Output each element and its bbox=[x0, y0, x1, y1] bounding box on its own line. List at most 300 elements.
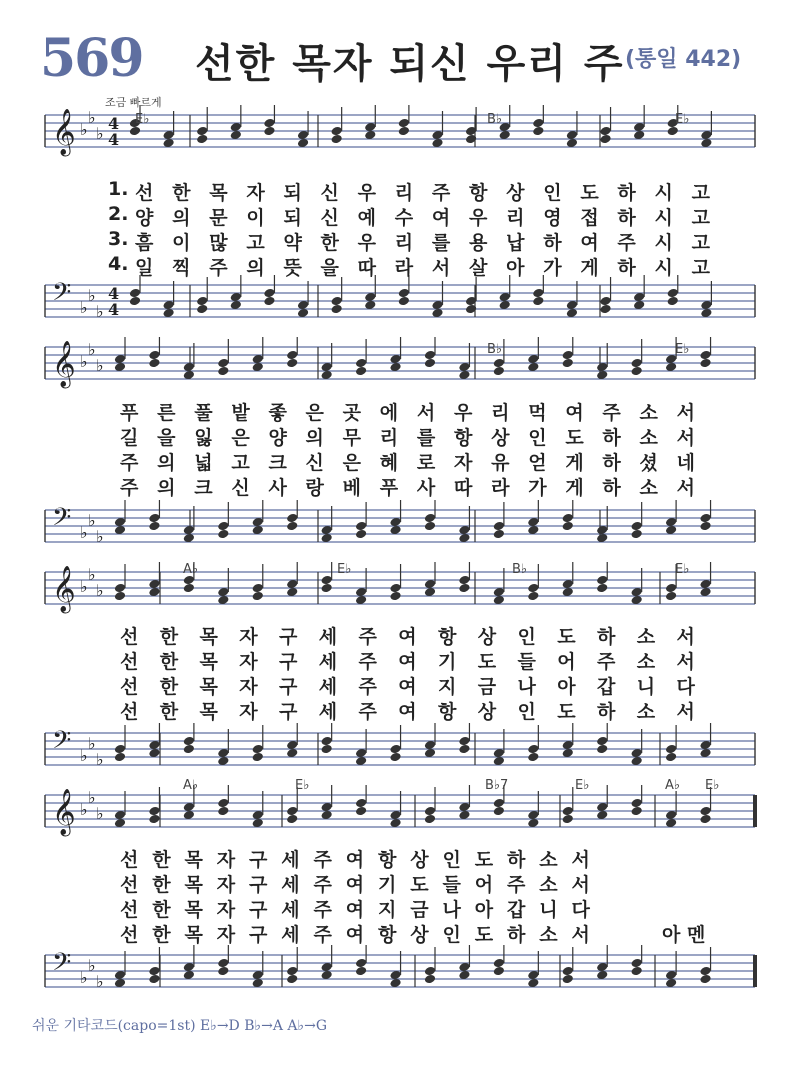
note-head bbox=[252, 752, 264, 763]
lyric-syllable: 납 bbox=[506, 232, 525, 254]
lyric-syllable: 한 bbox=[172, 182, 191, 204]
lyric-syllable: 주 bbox=[597, 651, 616, 673]
lyric-syllable: 살 bbox=[468, 257, 488, 279]
lyric-syllable: 사 bbox=[416, 477, 436, 499]
note-head bbox=[493, 798, 505, 809]
lyric-syllable: 시 bbox=[654, 257, 673, 279]
tempo-marking: 조금 빠르게 bbox=[105, 96, 162, 109]
lyric-syllable: 서 bbox=[571, 924, 590, 946]
lyric-syllable: 하 bbox=[617, 207, 636, 229]
lyric-syllable: 상 bbox=[477, 626, 497, 648]
bass-clef-icon: 𝄢 bbox=[52, 503, 72, 538]
chord-symbol: B♭ bbox=[487, 342, 503, 357]
note-head bbox=[596, 744, 608, 755]
lyric-syllable: 고 bbox=[691, 232, 710, 254]
note-head bbox=[630, 358, 642, 369]
note-head bbox=[596, 583, 608, 594]
lyric-syllable: 얻 bbox=[528, 452, 547, 474]
lyric-syllable: 하 bbox=[602, 477, 621, 499]
lyric-syllable: 서 bbox=[676, 477, 695, 499]
lyric-syllable: 항 bbox=[378, 849, 397, 871]
note-head bbox=[599, 296, 611, 307]
note-head bbox=[148, 814, 160, 825]
lyric-syllable: 곳 bbox=[342, 402, 362, 424]
lyric-syllable: 되 bbox=[283, 182, 302, 204]
note-head bbox=[398, 288, 410, 299]
note-head bbox=[630, 806, 642, 817]
lyric-syllable: 혜 bbox=[379, 452, 399, 474]
lyric-syllable: 리 bbox=[506, 207, 525, 229]
lyric-syllable: 여 bbox=[398, 626, 417, 648]
lyric-syllable: 여 bbox=[345, 899, 365, 921]
note-head bbox=[596, 736, 608, 747]
note-head bbox=[667, 126, 679, 137]
note-head bbox=[148, 521, 160, 532]
lyric-syllable: 목 bbox=[199, 701, 218, 723]
lyric-syllable: 자 bbox=[239, 701, 258, 723]
flat-icon: ♭ bbox=[88, 286, 96, 305]
lyric-syllable: 소 bbox=[636, 651, 656, 673]
lyric-syllable: 주 bbox=[313, 924, 332, 946]
note-head bbox=[493, 521, 505, 532]
lyric-syllable: 나 bbox=[517, 676, 536, 698]
lyric-syllable: 우 bbox=[453, 402, 473, 424]
note-head bbox=[217, 521, 229, 532]
lyric-syllable: 도 bbox=[557, 701, 576, 723]
lyric-syllable: 시 bbox=[654, 207, 673, 229]
lyric-syllable: 자 bbox=[239, 626, 258, 648]
lyric-syllable: 소 bbox=[639, 477, 658, 499]
lyric-syllable: 서 bbox=[676, 701, 695, 723]
lyric-syllable: 항 bbox=[438, 626, 457, 648]
lyric-syllable: 무 bbox=[342, 427, 362, 449]
lyric-syllable: 세 bbox=[281, 924, 300, 946]
treble-staff bbox=[40, 337, 760, 407]
note-head bbox=[389, 583, 401, 594]
lyric-line bbox=[120, 448, 695, 475]
lyric-syllable: 은 bbox=[305, 402, 324, 424]
lyric-syllable: 신 bbox=[305, 452, 324, 474]
lyric-syllable: 수 bbox=[394, 207, 414, 229]
note-head bbox=[217, 358, 229, 369]
note-head bbox=[196, 126, 208, 137]
note-head bbox=[458, 583, 470, 594]
note-head bbox=[493, 806, 505, 817]
lyric-line bbox=[120, 622, 695, 649]
lyric-syllable: 신 bbox=[320, 182, 339, 204]
lyric-syllable: 리 bbox=[394, 232, 414, 254]
lyric-syllable: 서 bbox=[571, 874, 590, 896]
lyric-syllable: 하 bbox=[507, 849, 526, 871]
note-head bbox=[458, 736, 470, 747]
note-head bbox=[320, 744, 332, 755]
flat-icon: ♭ bbox=[96, 972, 104, 991]
note-head bbox=[196, 304, 208, 315]
chord-symbol: E♭ bbox=[135, 112, 150, 127]
flat-icon: ♭ bbox=[80, 746, 88, 765]
flat-icon: ♭ bbox=[80, 800, 88, 819]
lyric-syllable: 잃 bbox=[194, 427, 213, 449]
note-head bbox=[532, 296, 544, 307]
lyric-syllable: 흠 bbox=[135, 232, 154, 254]
lyric-syllable: 구 bbox=[279, 676, 298, 698]
note-head bbox=[424, 806, 436, 817]
lyric-syllable: 도 bbox=[410, 874, 429, 896]
lyric-line bbox=[135, 253, 710, 280]
lyric-syllable: 선 bbox=[135, 182, 154, 204]
lyric-syllable: 서 bbox=[416, 402, 436, 424]
lyric-syllable: 소 bbox=[639, 402, 658, 424]
lyric-syllable: 라 bbox=[491, 477, 510, 499]
lyric-syllable: 여 bbox=[345, 874, 365, 896]
unified-hymn-number: (통일 442) bbox=[625, 47, 742, 72]
lyric-syllable: 따 bbox=[453, 477, 473, 499]
note-head bbox=[183, 583, 195, 594]
chord-symbol: A♭ bbox=[665, 778, 681, 793]
lyric-syllable: 주 bbox=[120, 477, 139, 499]
lyric-syllable: 크 bbox=[268, 452, 287, 474]
flat-icon: ♭ bbox=[80, 523, 88, 542]
lyric-syllable: 구 bbox=[249, 899, 268, 921]
lyric-syllable: 도 bbox=[557, 626, 576, 648]
note-head bbox=[599, 126, 611, 137]
lyric-syllable: 나 bbox=[442, 899, 461, 921]
lyric-syllable: 약 bbox=[283, 232, 302, 254]
note-head bbox=[458, 744, 470, 755]
lyric-syllable: 자 bbox=[216, 874, 236, 896]
note-head bbox=[424, 358, 436, 369]
lyric-line bbox=[120, 423, 695, 450]
lyric-syllable: 따 bbox=[357, 257, 377, 279]
time-signature: 4 bbox=[108, 284, 120, 303]
lyric-line bbox=[120, 398, 695, 425]
lyric-syllable: 하 bbox=[507, 924, 526, 946]
note-head bbox=[330, 126, 342, 137]
time-signature: 4 bbox=[108, 114, 120, 133]
lyric-syllable: 신 bbox=[320, 207, 339, 229]
lyric-syllable: 갑 bbox=[507, 899, 526, 921]
lyric-syllable: 의 bbox=[246, 257, 265, 279]
flat-icon: ♭ bbox=[88, 108, 96, 127]
lyric-syllable: 서 bbox=[676, 402, 695, 424]
note-head bbox=[129, 126, 141, 137]
note-head bbox=[699, 814, 711, 825]
lyric-syllable: 자 bbox=[453, 452, 473, 474]
lyric-syllable: 자 bbox=[216, 849, 236, 871]
lyric-syllable: 한 bbox=[320, 232, 339, 254]
lyric-syllable: 여 bbox=[398, 701, 417, 723]
lyric-syllable: 주 bbox=[507, 874, 526, 896]
note-head bbox=[286, 974, 298, 985]
note-head bbox=[196, 134, 208, 145]
lyric-syllable: 좋 bbox=[268, 402, 287, 424]
lyric-syllable: 구 bbox=[279, 651, 298, 673]
lyric-syllable: 되 bbox=[283, 207, 302, 229]
lyric-syllable: 금 bbox=[477, 676, 497, 698]
note-head bbox=[532, 126, 544, 137]
lyric-syllable: 여 bbox=[398, 676, 417, 698]
lyric-syllable: 여 bbox=[398, 651, 417, 673]
note-head bbox=[562, 966, 574, 977]
note-head bbox=[129, 296, 141, 307]
note-head bbox=[148, 966, 160, 977]
note-head bbox=[286, 521, 298, 532]
lyric-syllable: 구 bbox=[249, 924, 268, 946]
note-head bbox=[665, 744, 677, 755]
lyric-syllable: 소 bbox=[639, 427, 658, 449]
lyric-syllable: 예 bbox=[357, 207, 377, 229]
lyric-syllable: 신 bbox=[231, 477, 250, 499]
chord-symbol: A♭ bbox=[183, 562, 199, 577]
note-head bbox=[114, 591, 126, 602]
lyric-syllable: 로 bbox=[416, 452, 436, 474]
note-head bbox=[562, 521, 574, 532]
lyric-syllable: 게 bbox=[565, 452, 584, 474]
note-head bbox=[389, 744, 401, 755]
lyric-syllable: 세 bbox=[281, 849, 300, 871]
lyric-syllable: 아 bbox=[474, 899, 494, 921]
note-head bbox=[527, 591, 539, 602]
lyric-syllable: 니 bbox=[636, 676, 656, 698]
lyric-syllable: 서 bbox=[676, 427, 695, 449]
lyric-syllable: 주 bbox=[358, 701, 377, 723]
lyric-line bbox=[135, 178, 710, 205]
note-head bbox=[699, 521, 711, 532]
note-head bbox=[355, 958, 367, 969]
lyric-syllable: 라 bbox=[394, 257, 414, 279]
flat-icon: ♭ bbox=[88, 734, 96, 753]
flat-icon: ♭ bbox=[96, 302, 104, 321]
verse-number: 3. bbox=[108, 228, 129, 250]
lyric-syllable: 우 bbox=[357, 232, 377, 254]
lyric-syllable: 주 bbox=[313, 849, 332, 871]
lyric-syllable: 구 bbox=[249, 874, 268, 896]
time-signature: 4 bbox=[108, 300, 120, 319]
flat-icon: ♭ bbox=[80, 577, 88, 596]
lyric-syllable: 을 bbox=[157, 427, 176, 449]
lyric-syllable: 에 bbox=[379, 402, 399, 424]
flat-icon: ♭ bbox=[88, 565, 96, 584]
lyric-syllable: 의 bbox=[157, 452, 176, 474]
lyric-syllable: 여 bbox=[431, 207, 451, 229]
lyric-syllable: 한 bbox=[159, 701, 179, 723]
note-head bbox=[398, 296, 410, 307]
lyric-syllable: 자 bbox=[239, 676, 258, 698]
flat-icon: ♭ bbox=[80, 968, 88, 987]
note-head bbox=[286, 966, 298, 977]
note-head bbox=[355, 358, 367, 369]
note-head bbox=[699, 350, 711, 361]
note-head bbox=[286, 350, 298, 361]
note-head bbox=[424, 521, 436, 532]
lyric-syllable: 한 bbox=[152, 849, 171, 871]
lyric-syllable: 항 bbox=[378, 924, 397, 946]
note-head bbox=[148, 350, 160, 361]
note-head bbox=[699, 358, 711, 369]
lyric-syllable: 세 bbox=[318, 651, 338, 673]
lyric-syllable: 세 bbox=[318, 701, 338, 723]
lyric-syllable: 다 bbox=[571, 899, 590, 921]
note-head bbox=[599, 304, 611, 315]
flat-icon: ♭ bbox=[88, 340, 96, 359]
lyric-syllable: 선 bbox=[120, 701, 139, 723]
flat-icon: ♭ bbox=[96, 581, 104, 600]
lyric-syllable: 일 bbox=[135, 257, 154, 279]
lyric-syllable: 항 bbox=[468, 182, 488, 204]
lyric-syllable: 한 bbox=[159, 626, 179, 648]
bass-clef-icon: 𝄢 bbox=[52, 278, 72, 313]
chord-symbol: B♭ bbox=[487, 112, 503, 127]
lyric-syllable: 주 bbox=[358, 651, 377, 673]
lyric-syllable: 구 bbox=[279, 626, 298, 648]
lyric-syllable: 하 bbox=[543, 232, 562, 254]
lyric-syllable: 많 bbox=[209, 232, 228, 254]
lyric-syllable: 선 bbox=[120, 676, 139, 698]
lyric-syllable: 푸 bbox=[379, 477, 399, 499]
note-head bbox=[217, 529, 229, 540]
lyric-syllable: 소 bbox=[539, 874, 558, 896]
lyric-syllable: 은 bbox=[231, 427, 250, 449]
note-head bbox=[330, 134, 342, 145]
lyric-syllable: 한 bbox=[159, 651, 179, 673]
lyric-syllable: 인 bbox=[528, 427, 547, 449]
note-head bbox=[493, 966, 505, 977]
note-head bbox=[493, 366, 505, 377]
note-head bbox=[148, 974, 160, 985]
lyric-syllable: 길 bbox=[120, 427, 139, 449]
flat-icon: ♭ bbox=[96, 750, 104, 769]
lyric-syllable: 선 bbox=[120, 626, 139, 648]
lyric-syllable: 지 bbox=[378, 899, 397, 921]
lyric-syllable: 네 bbox=[676, 452, 695, 474]
note-head bbox=[252, 591, 264, 602]
note-head bbox=[398, 126, 410, 137]
lyric-syllable: 상 bbox=[410, 924, 429, 946]
lyric-syllable: 세 bbox=[281, 899, 300, 921]
lyric-syllable: 하 bbox=[617, 257, 636, 279]
note-head bbox=[562, 814, 574, 825]
lyric-syllable: 인 bbox=[442, 924, 461, 946]
bass-staff bbox=[40, 500, 760, 570]
note-head bbox=[286, 358, 298, 369]
lyric-syllable: 시 bbox=[654, 182, 673, 204]
note-head bbox=[320, 583, 332, 594]
note-head bbox=[493, 358, 505, 369]
lyric-syllable: 자 bbox=[216, 899, 236, 921]
lyric-syllable: 양 bbox=[135, 207, 154, 229]
lyric-syllable: 세 bbox=[318, 676, 338, 698]
lyric-syllable: 주 bbox=[358, 626, 377, 648]
lyric-syllable: 자 bbox=[246, 182, 265, 204]
lyric-syllable: 인 bbox=[517, 701, 536, 723]
lyric-syllable: 여 bbox=[565, 402, 584, 424]
lyric-syllable: 서 bbox=[571, 849, 590, 871]
lyric-syllable: 목 bbox=[209, 182, 228, 204]
lyric-syllable: 어 bbox=[557, 651, 576, 673]
lyric-syllable: 의 bbox=[305, 427, 324, 449]
note-head bbox=[424, 350, 436, 361]
flat-icon: ♭ bbox=[80, 298, 88, 317]
note-head bbox=[217, 366, 229, 377]
lyric-syllable: 한 bbox=[159, 676, 179, 698]
note-head bbox=[389, 752, 401, 763]
lyric-syllable: 도 bbox=[580, 182, 599, 204]
verse-number: 1. bbox=[108, 178, 129, 200]
lyric-syllable: 목 bbox=[199, 626, 218, 648]
lyric-syllable: 들 bbox=[517, 651, 536, 673]
lyric-syllable: 선 bbox=[120, 899, 139, 921]
lyric-syllable: 가 bbox=[543, 257, 562, 279]
note-head bbox=[699, 806, 711, 817]
bass-staff bbox=[40, 275, 760, 345]
note-head bbox=[114, 752, 126, 763]
time-signature: 4 bbox=[108, 130, 120, 149]
note-head bbox=[217, 958, 229, 969]
lyric-syllable: 한 bbox=[152, 899, 171, 921]
note-head bbox=[263, 118, 275, 129]
lyric-syllable: 셨 bbox=[639, 452, 658, 474]
lyric-syllable: 뜻 bbox=[283, 257, 302, 279]
lyric-syllable: 이 bbox=[172, 232, 191, 254]
lyric-syllable: 하 bbox=[597, 701, 616, 723]
lyric-syllable: 주 bbox=[313, 899, 332, 921]
lyric-syllable: 목 bbox=[184, 849, 203, 871]
lyric-syllable: 고 bbox=[691, 257, 710, 279]
lyric-syllable: 인 bbox=[543, 182, 562, 204]
lyric-syllable: 하 bbox=[602, 427, 621, 449]
flat-icon: ♭ bbox=[96, 804, 104, 823]
flat-icon: ♭ bbox=[88, 788, 96, 807]
lyric-syllable: 리 bbox=[394, 182, 414, 204]
lyric-syllable: 지 bbox=[438, 676, 457, 698]
flat-icon: ♭ bbox=[96, 356, 104, 375]
lyric-syllable: 소 bbox=[636, 701, 656, 723]
lyric-syllable: 베 bbox=[342, 477, 362, 499]
lyric-line bbox=[135, 203, 710, 230]
note-head bbox=[320, 575, 332, 586]
treble-clef-icon: 𝄞 bbox=[52, 341, 76, 387]
chord-symbol: B♭7 bbox=[485, 778, 509, 793]
lyric-syllable: 영 bbox=[543, 207, 562, 229]
lyric-syllable: 서 bbox=[676, 626, 695, 648]
lyric-syllable: 하 bbox=[617, 182, 636, 204]
lyric-syllable: 기 bbox=[378, 874, 397, 896]
lyric-syllable: 세 bbox=[318, 626, 338, 648]
note-head bbox=[355, 366, 367, 377]
note-head bbox=[196, 296, 208, 307]
lyric-syllable: 먹 bbox=[528, 402, 547, 424]
lyric-syllable: 가 bbox=[528, 477, 547, 499]
lyric-syllable: 갑 bbox=[597, 676, 616, 698]
lyric-syllable: 들 bbox=[442, 874, 461, 896]
note-head bbox=[355, 966, 367, 977]
guitar-chord-note: 쉬운 기타코드(capo=1st) E♭→D B♭→A A♭→G bbox=[32, 1018, 328, 1034]
bass-clef-icon: 𝄢 bbox=[52, 948, 72, 983]
lyric-syllable: 게 bbox=[580, 257, 599, 279]
bass-staff bbox=[40, 945, 760, 1015]
lyric-syllable: 목 bbox=[199, 676, 218, 698]
note-head bbox=[665, 583, 677, 594]
note-head bbox=[532, 118, 544, 129]
lyric-syllable: 한 bbox=[152, 924, 171, 946]
note-head bbox=[286, 513, 298, 524]
lyric-syllable: 의 bbox=[172, 207, 191, 229]
lyric-syllable: 고 bbox=[691, 207, 710, 229]
note-head bbox=[424, 513, 436, 524]
lyric-line bbox=[120, 697, 695, 724]
amen-lyric: 아 멘 bbox=[662, 924, 706, 946]
lyric-syllable: 도 bbox=[474, 849, 494, 871]
